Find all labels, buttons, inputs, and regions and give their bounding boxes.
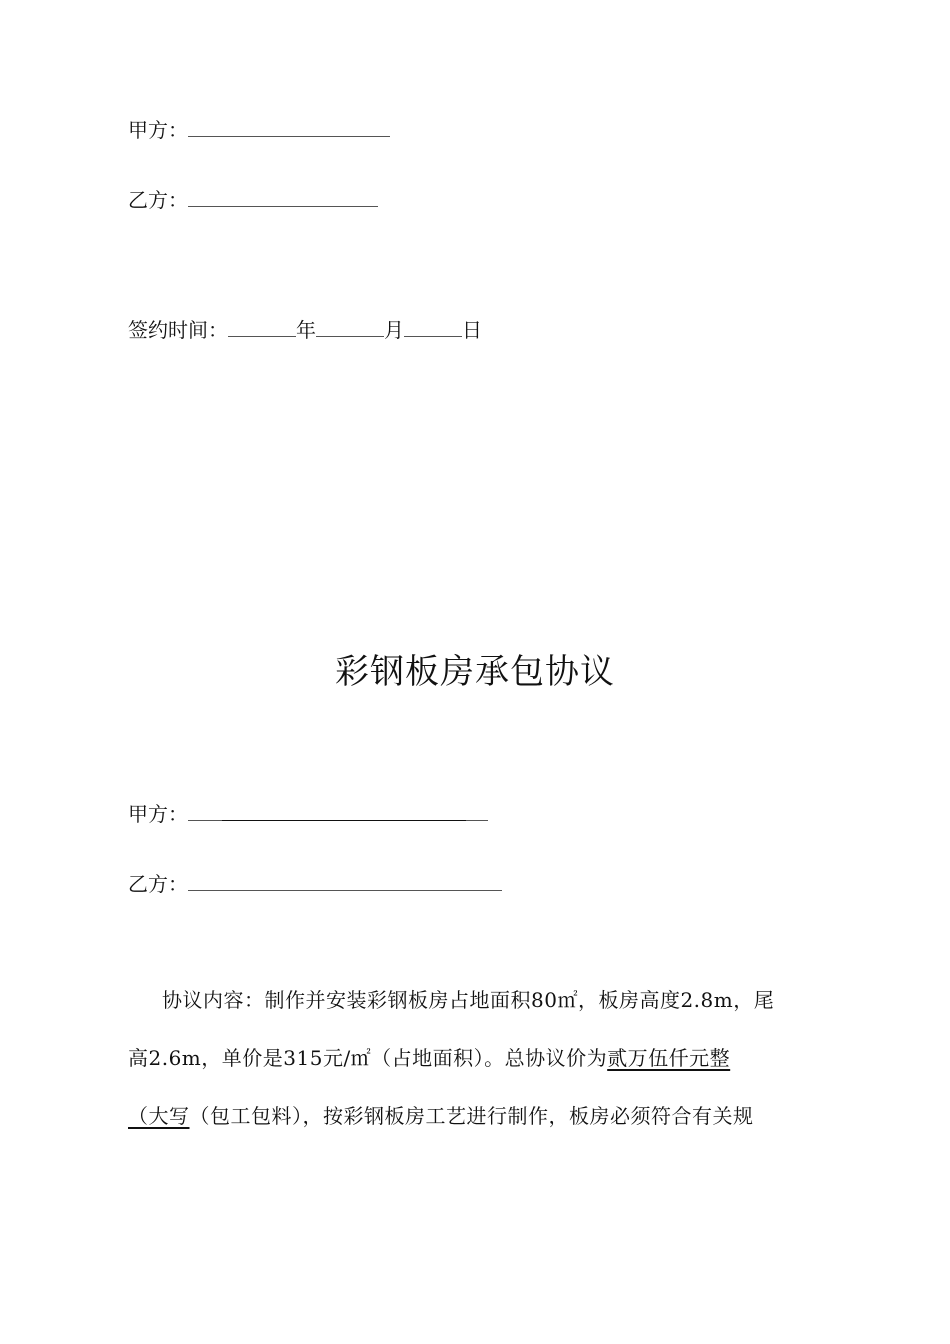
contract-party-a-blank-right [466, 802, 488, 821]
contract-party-b-row [128, 870, 502, 898]
cover-sign-label: 签约时间： [128, 318, 228, 342]
contract-party-a-blank-left [188, 802, 222, 821]
contract-party-a-label: 甲方： [128, 802, 188, 826]
contract-party-a-blank-main [222, 802, 466, 821]
cover-party-b-row [128, 186, 378, 214]
cover-month-blank [316, 318, 384, 337]
cover-party-a-blank [188, 118, 390, 137]
cover-party-a-label: 甲方： [128, 118, 188, 142]
cover-party-b-blank [188, 188, 378, 207]
contract-party-a-row [128, 800, 488, 828]
contract-paragraph-line-2 [128, 1044, 730, 1072]
cover-day-label: 日 [462, 318, 482, 342]
contract-paragraph-line-3 [128, 1102, 754, 1130]
contract-party-b-label: 乙方： [128, 872, 188, 896]
contract-amount-uppercase-note: （大写 [128, 1104, 190, 1128]
cover-party-b-label: 乙方： [128, 188, 188, 212]
cover-year-blank [228, 318, 296, 337]
contract-total-amount: 贰万伍仟元整 [607, 1046, 731, 1070]
cover-year-label: 年 [296, 318, 316, 342]
contract-paragraph-line-2-text: 高2.6m，单价是315元/㎡（占地面积）。总协议价为 [128, 1046, 608, 1070]
cover-sign-date-row [128, 316, 482, 344]
contract-title: 彩钢板房承包协议 [335, 652, 615, 692]
cover-day-blank [404, 318, 462, 337]
cover-month-label: 月 [384, 318, 404, 342]
cover-party-a-row [128, 116, 390, 144]
contract-paragraph-line-1: 协议内容：制作并安装彩钢板房占地面积80㎡，板房高度2.8m，尾 [162, 988, 775, 1012]
contract-party-b-blank [188, 872, 502, 891]
contract-paragraph-line-3-text: （包工包料），按彩钢板房工艺进行制作，板房必须符合有关规 [189, 1104, 754, 1128]
